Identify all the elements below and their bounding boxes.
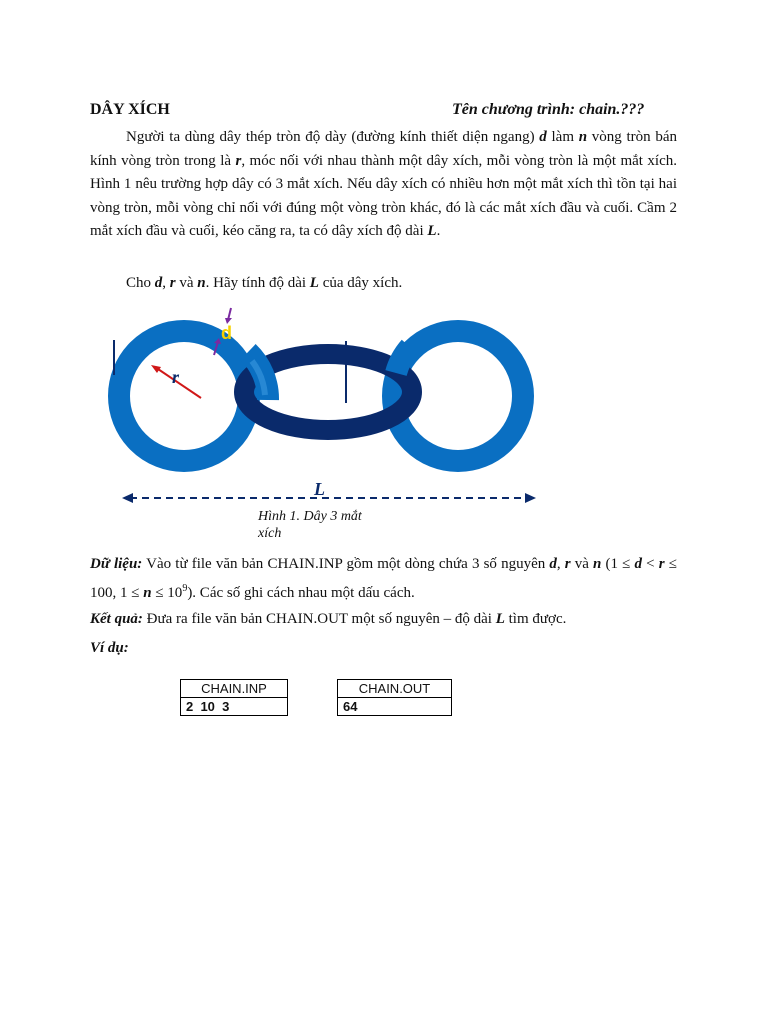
data-paragraph: Dữ liệu: Vào từ file văn bản CHAIN.INP gồm một dòng chứa 3 số nguyên d, r và n (1 ≤ d < r ≤ 100, $1 \le n \le 10^9$). Các số ghi cách nhau một dấu cách. xyxy=(90,556,678,601)
label-r: r xyxy=(172,367,180,387)
task-paragraph: Cho d, r và n. Hãy tính độ dài L của dây xích. xyxy=(126,275,403,291)
radius-arrowhead xyxy=(151,365,161,373)
header xyxy=(90,101,680,119)
intro-paragraph: Người ta dùng dây thép tròn độ dày (đường kính thiết diện ngang) d làm n vòng tròn bán kính vòng tròn trong là r, móc nối với nhau thành một dây xích, mỗi vòng tròn là một mắt xích. Hình 1 nêu trường hợp dây có 3 mắt xích. Nếu dây xích có nhiều hơn một mắt xích thì tồn tại hai vòng tròn, mỗi vòng chỉ nối với đúng một vòng tròn khác, đó là các mắt xích đầu và cuối. Cầm 2 mắt xích đầu và cuối, kéo căng ra, ta có dây xích độ dài L. xyxy=(90,129,677,239)
length-arrowhead-left xyxy=(122,493,133,503)
figure-caption: Hình 1. Dây 3 mắt xích xyxy=(258,509,362,541)
input-example-table xyxy=(180,679,288,716)
right-ring-overlap xyxy=(396,347,410,373)
result-paragraph: Kết quả: Đưa ra file văn bản CHAIN.OUT một số nguyên – độ dài L tìm được. xyxy=(90,611,567,627)
input-header: CHAIN.INP xyxy=(181,680,288,698)
output-example-table xyxy=(337,679,452,716)
var-L: L xyxy=(427,223,437,239)
var-d: d xyxy=(539,129,547,145)
page-title: DÂY XÍCH xyxy=(90,101,170,118)
label-L: L xyxy=(314,479,325,499)
length-arrowhead-right xyxy=(525,493,536,503)
output-header: CHAIN.OUT xyxy=(338,680,452,698)
label-d: d xyxy=(221,323,232,343)
program-name: Tên chương trình: chain.??? xyxy=(452,101,645,118)
var-r: r xyxy=(235,152,242,169)
output-value: 64 xyxy=(338,698,452,716)
data-label: Dữ liệu: xyxy=(90,556,143,572)
result-label: Kết quả: xyxy=(90,611,143,627)
chain-figure xyxy=(100,305,560,520)
left-ring xyxy=(119,331,249,461)
example-label: Ví dụ: xyxy=(90,640,129,656)
var-n: n xyxy=(578,129,588,145)
input-value: 2 10 3 xyxy=(181,698,288,716)
